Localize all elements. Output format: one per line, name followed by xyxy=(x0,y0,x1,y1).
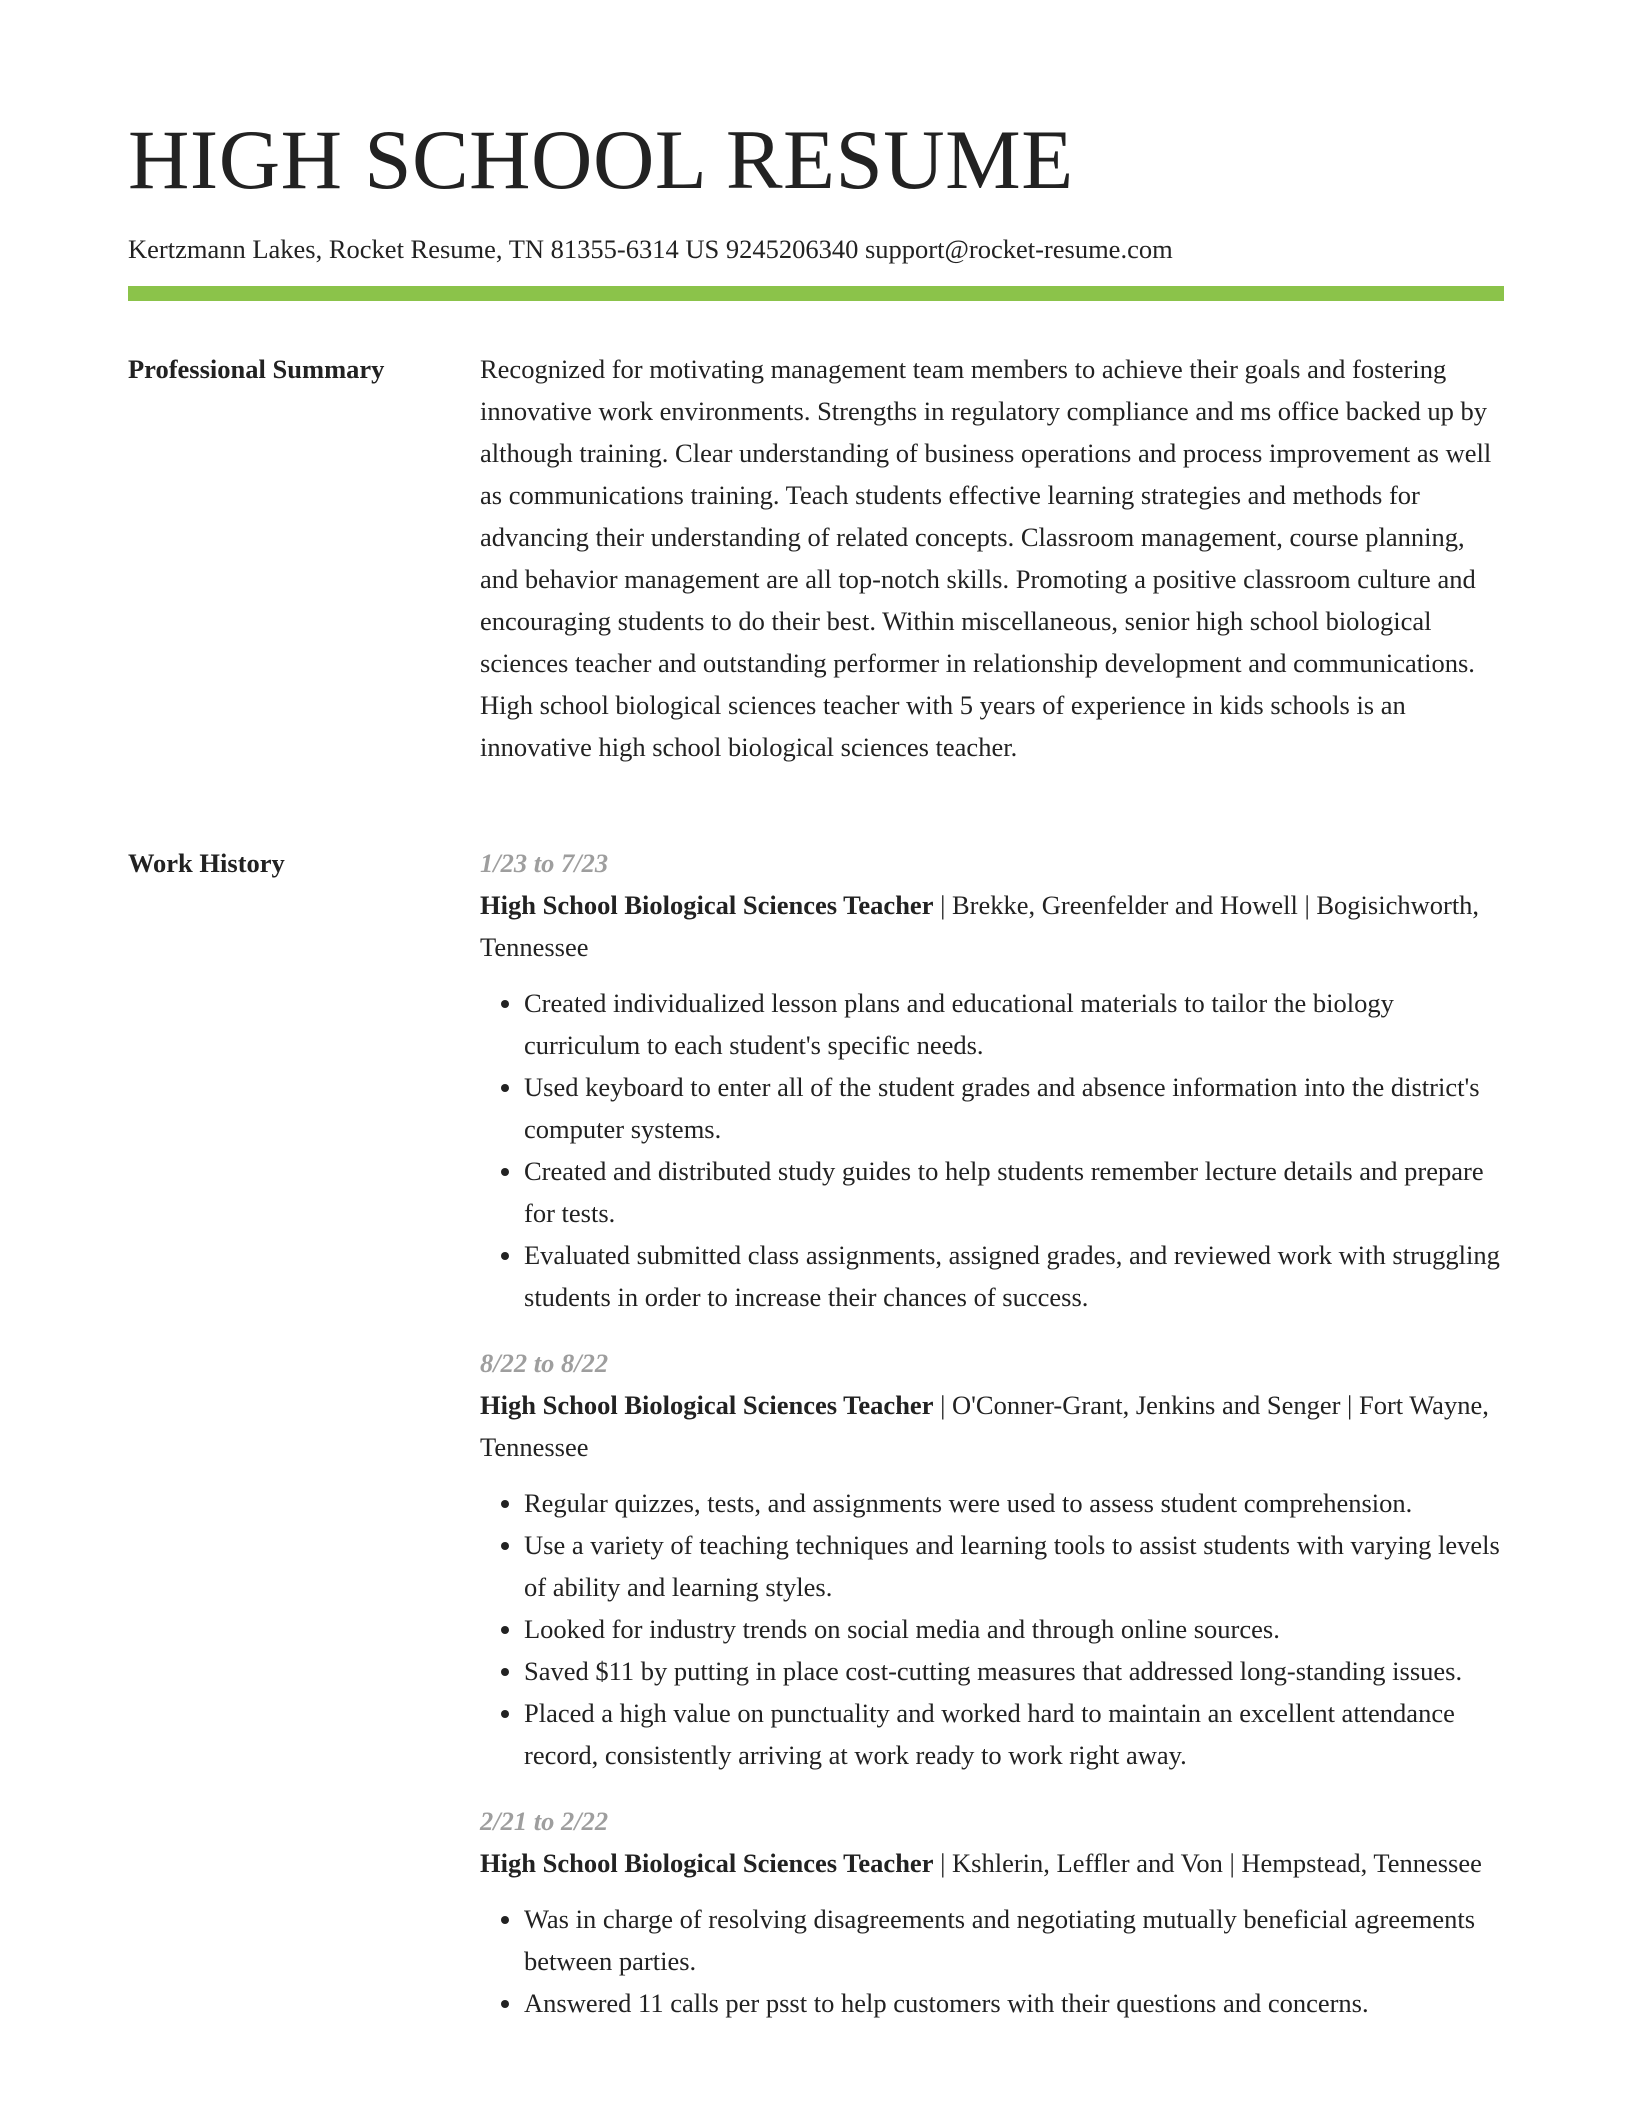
job-heading xyxy=(480,1384,1504,1468)
job-bullet: • Created individualized lesson plans and educational materials to tailor the biology curriculum to each student's specific needs. xyxy=(524,982,1504,1066)
job-dates: 1/23 to 7/23 xyxy=(480,848,609,878)
job-bullet: • Answered 11 calls per psst to help customers with their questions and concerns. xyxy=(524,1982,1504,2024)
job-bullet: • Regular quizzes, tests, and assignments were used to assess student comprehension. xyxy=(524,1482,1504,1524)
job-dates: 8/22 to 8/22 xyxy=(480,1348,609,1378)
job-bullet: • Created and distributed study guides to help students remember lecture details and prepare for tests. xyxy=(524,1150,1504,1234)
job-bullet: • Used keyboard to enter all of the student grades and absence information into the district's computer systems. xyxy=(524,1066,1504,1150)
job-bullet: • Was in charge of resolving disagreements and negotiating mutually beneficial agreements between parties. xyxy=(524,1898,1504,1982)
job-bullet: • Looked for industry trends on social media and through online sources. xyxy=(524,1608,1504,1650)
job-employer-location: | O'Conner-Grant, Jenkins and Senger | Fort Wayne, Tennessee xyxy=(480,1390,1489,1462)
job-dates: 2/21 to 2/22 xyxy=(480,1806,609,1836)
job-title: High School Biological Sciences Teacher xyxy=(480,1390,934,1420)
header-accent-rule xyxy=(128,286,1504,301)
section-label-work-history: Work History xyxy=(128,848,285,878)
job-entry xyxy=(480,842,1504,1318)
job-title: High School Biological Sciences Teacher xyxy=(480,1848,934,1878)
job-bullet: • Placed a high value on punctuality and worked hard to maintain an excellent attendance record, consistently arriving at work ready to work right away. xyxy=(524,1692,1504,1776)
contact-line: Kertzmann Lakes, Rocket Resume, TN 81355-6314 US 9245206340 support@rocket-resume.com xyxy=(128,234,1173,264)
job-entry xyxy=(480,1342,1504,1776)
job-bullet: • Evaluated submitted class assignments, assigned grades, and reviewed work with struggling students in order to increase their chances of success. xyxy=(524,1234,1504,1318)
job-bullet-list xyxy=(480,1482,1504,1776)
summary-text: Recognized for motivating management team members to achieve their goals and fostering innovative work environments. Strengths in regulatory compliance and ms office backed up by although training. Clear understanding of business operations and process improvement as well as communications training. Teach students effective learning strategies and methods for advancing their understanding of related concepts. Classroom management, course planning, and behavior management are all top-notch skills. Promoting a positive classroom culture and encouraging students to do their best. Within miscellaneous, senior high school biological sciences teacher and outstanding performer in relationship development and communications. High school biological sciences teacher with 5 years of experience in kids schools is an innovative high school biological sciences teacher. xyxy=(480,354,1492,762)
job-bullet-list xyxy=(480,1898,1504,2024)
job-bullet: • Use a variety of teaching techniques and learning tools to assist students with varying levels of ability and learning styles. xyxy=(524,1524,1504,1608)
resume-title: HIGH SCHOOL RESUME xyxy=(128,113,1074,207)
job-employer-location: | Brekke, Greenfelder and Howell | Bogisichworth, Tennessee xyxy=(480,890,1480,962)
job-entry xyxy=(480,1800,1504,2024)
job-title: High School Biological Sciences Teacher xyxy=(480,890,934,920)
section-label-professional-summary: Professional Summary xyxy=(128,354,385,384)
job-bullet-list xyxy=(480,982,1504,1318)
job-bullet: • Saved $11 by putting in place cost-cutting measures that addressed long-standing issues. xyxy=(524,1650,1504,1692)
professional-summary-body xyxy=(480,348,1504,768)
job-heading xyxy=(480,1842,1504,1884)
work-history-body xyxy=(480,842,1504,2048)
job-heading xyxy=(480,884,1504,968)
job-employer-location: | Kshlerin, Leffler and Von | Hempstead, Tennessee xyxy=(933,1848,1482,1878)
